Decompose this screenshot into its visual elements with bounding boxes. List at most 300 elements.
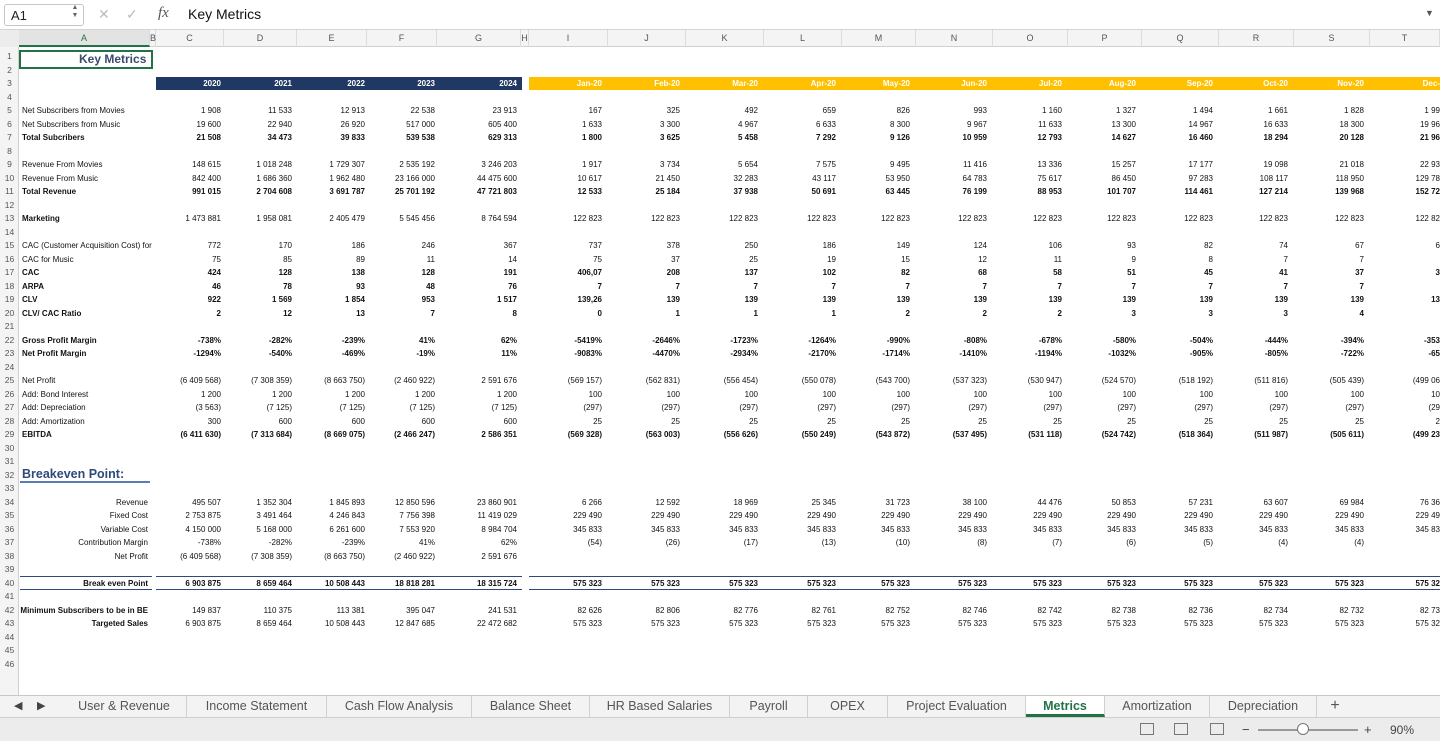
- month-value[interactable]: 7: [675, 281, 680, 291]
- month-value[interactable]: 139: [1199, 295, 1213, 304]
- year-value[interactable]: 12: [283, 308, 292, 318]
- row-header-24[interactable]: 24: [4, 361, 15, 372]
- year-value[interactable]: 629 313: [488, 133, 517, 142]
- month-value[interactable]: 7: [1283, 254, 1288, 264]
- year-value[interactable]: (7 313 684): [251, 430, 292, 439]
- month-value[interactable]: 7 575: [815, 160, 836, 169]
- month-value[interactable]: 7: [597, 281, 602, 291]
- row-label[interactable]: Revenue From Movies: [22, 160, 103, 169]
- month-value[interactable]: -1032%: [1108, 349, 1136, 358]
- month-value[interactable]: 122 823: [807, 214, 836, 223]
- month-value[interactable]: 345 833: [651, 524, 680, 534]
- year-value[interactable]: 1 200: [414, 389, 435, 399]
- month-value[interactable]: (556 454): [723, 376, 758, 385]
- year-value[interactable]: (7 125): [266, 403, 292, 412]
- month-value[interactable]: 82 752: [885, 605, 910, 615]
- month-value[interactable]: 1: [831, 308, 836, 318]
- tab-project-evaluation[interactable]: Project Evaluation: [888, 696, 1026, 717]
- year-value[interactable]: -19%: [416, 349, 435, 358]
- month-value[interactable]: 122 823: [1107, 214, 1136, 223]
- year-value[interactable]: 34 473: [267, 133, 292, 142]
- row-header-26[interactable]: 26: [4, 388, 15, 399]
- month-value[interactable]: 7: [1359, 281, 1364, 291]
- row-header-8[interactable]: 8: [7, 145, 12, 156]
- zoom-level[interactable]: 90%: [1390, 723, 1415, 737]
- month-value[interactable]: 15: [901, 254, 910, 264]
- month-value[interactable]: 737: [588, 241, 602, 250]
- month-value[interactable]: (7): [1052, 538, 1062, 547]
- year-value[interactable]: 367: [503, 241, 517, 250]
- month-value[interactable]: 229 490: [1184, 511, 1213, 520]
- month-value[interactable]: 345 833: [807, 524, 836, 534]
- month-value[interactable]: 69 984: [1339, 497, 1364, 507]
- month-value[interactable]: 345 833: [1107, 524, 1136, 534]
- month-value[interactable]: 93: [1127, 241, 1136, 250]
- month-value[interactable]: (4): [1278, 538, 1288, 547]
- row-header-46[interactable]: 46: [4, 658, 15, 669]
- year-value[interactable]: 3 491 464: [256, 511, 292, 520]
- month-value[interactable]: (297): [1117, 403, 1136, 412]
- month-value[interactable]: 82: [901, 268, 910, 277]
- year-value[interactable]: 128: [421, 268, 435, 277]
- month-value[interactable]: 575 323: [573, 619, 602, 628]
- month-value[interactable]: (511 987): [1254, 430, 1288, 439]
- month-value[interactable]: (26): [665, 538, 680, 547]
- year-value[interactable]: 300: [207, 416, 221, 426]
- month-value[interactable]: 122 823: [729, 214, 758, 223]
- month-value[interactable]: 12 592: [655, 497, 680, 507]
- month-value[interactable]: (297): [1269, 403, 1288, 412]
- year-value[interactable]: 149 837: [192, 605, 221, 615]
- month-value[interactable]: 152 72: [1415, 187, 1440, 196]
- month-value[interactable]: 114 461: [1184, 187, 1213, 196]
- month-value[interactable]: -805%: [1264, 349, 1288, 358]
- row-label[interactable]: CAC for Music: [22, 254, 74, 264]
- sheet-title[interactable]: Key Metrics: [79, 52, 147, 66]
- month-value[interactable]: 21 018: [1339, 160, 1364, 169]
- month-value[interactable]: 122 823: [651, 214, 680, 223]
- month-value[interactable]: 25: [671, 416, 680, 426]
- year-value[interactable]: 11 419 029: [477, 511, 517, 520]
- month-value[interactable]: 14 967: [1188, 119, 1213, 129]
- year-value[interactable]: 842 400: [192, 173, 221, 183]
- month-value[interactable]: 25: [749, 254, 758, 264]
- year-value[interactable]: 148 615: [192, 160, 221, 169]
- month-value[interactable]: 575 323: [958, 578, 987, 588]
- month-value[interactable]: 1 160: [1041, 106, 1062, 115]
- row-header-14[interactable]: 14: [4, 226, 15, 237]
- month-value[interactable]: 406,07: [577, 268, 602, 277]
- month-value[interactable]: -990%: [886, 335, 910, 345]
- month-value[interactable]: 75: [593, 254, 602, 264]
- row-header-21[interactable]: 21: [4, 321, 15, 331]
- year-value[interactable]: 600: [503, 416, 517, 426]
- function-icon[interactable]: fx: [158, 5, 169, 21]
- row-header-5[interactable]: 5: [7, 105, 12, 115]
- month-value[interactable]: 32 283: [733, 173, 758, 183]
- month-value[interactable]: 25 184: [655, 187, 680, 196]
- month-value[interactable]: 6: [1435, 241, 1440, 250]
- year-value[interactable]: 23 166 000: [394, 173, 435, 183]
- month-value[interactable]: 18 300: [1339, 119, 1364, 129]
- month-value[interactable]: 345 833: [573, 524, 602, 534]
- row-header-30[interactable]: 30: [4, 442, 15, 453]
- month-value[interactable]: (550 078): [801, 376, 836, 385]
- year-value[interactable]: 23 913: [492, 106, 517, 115]
- year-value[interactable]: 600: [278, 416, 292, 426]
- month-value[interactable]: 345 833: [881, 524, 910, 534]
- year-value[interactable]: 12 850 596: [394, 497, 435, 507]
- month-value[interactable]: 82 732: [1339, 605, 1364, 615]
- add-sheet-button[interactable]: +: [1330, 697, 1340, 714]
- month-value[interactable]: (511 816): [1254, 376, 1288, 385]
- month-value[interactable]: 7: [1283, 281, 1288, 291]
- month-value[interactable]: 575 323: [573, 578, 602, 588]
- year-value[interactable]: 246: [421, 241, 435, 250]
- breakeven-title[interactable]: Breakeven Point:: [22, 466, 125, 481]
- month-value[interactable]: 37 938: [733, 187, 758, 196]
- month-value[interactable]: 124: [973, 241, 987, 250]
- year-value[interactable]: 7 553 920: [399, 524, 435, 534]
- month-value[interactable]: (569 157): [567, 376, 602, 385]
- row-header-36[interactable]: 36: [4, 523, 15, 534]
- month-value[interactable]: 826: [896, 106, 910, 115]
- month-value[interactable]: 88 953: [1037, 187, 1062, 196]
- month-value[interactable]: 139: [1274, 295, 1288, 304]
- month-value[interactable]: -2170%: [808, 349, 836, 358]
- year-value[interactable]: 12 913: [340, 106, 365, 115]
- column-header-k[interactable]: K: [686, 30, 764, 47]
- month-value[interactable]: (524 570): [1101, 376, 1136, 385]
- month-value[interactable]: 345 833: [1335, 524, 1364, 534]
- month-value[interactable]: 1 661: [1267, 106, 1288, 115]
- year-value[interactable]: 1 517: [496, 295, 517, 304]
- year-value[interactable]: 41%: [418, 538, 435, 547]
- month-value[interactable]: 12 793: [1037, 133, 1062, 142]
- row-header-29[interactable]: 29: [4, 429, 15, 439]
- month-value[interactable]: 250: [744, 241, 758, 250]
- row-header-12[interactable]: 12: [4, 199, 15, 210]
- month-value[interactable]: 82 73: [1419, 605, 1440, 615]
- month-value[interactable]: 44 476: [1037, 497, 1062, 507]
- year-value[interactable]: (3 563): [195, 403, 221, 412]
- month-value[interactable]: 6 633: [815, 119, 836, 129]
- row-header-7[interactable]: 7: [7, 132, 12, 142]
- row-label[interactable]: CAC (Customer Acquisition Cost) for: [22, 241, 152, 250]
- month-value[interactable]: 7: [1208, 281, 1213, 291]
- column-header-i[interactable]: I: [529, 30, 608, 47]
- month-value[interactable]: 43 117: [812, 173, 836, 183]
- year-value[interactable]: 22 472 682: [476, 619, 517, 628]
- month-value[interactable]: -504%: [1189, 335, 1213, 345]
- chevron-down-icon[interactable]: ▼: [1425, 8, 1434, 18]
- month-value[interactable]: 4 967: [737, 119, 758, 129]
- month-value[interactable]: -2646%: [652, 335, 680, 345]
- month-value[interactable]: 186: [822, 241, 836, 250]
- month-value[interactable]: 149: [896, 241, 910, 250]
- month-value[interactable]: 20 128: [1339, 133, 1364, 142]
- month-value[interactable]: 5 654: [737, 160, 758, 169]
- year-value[interactable]: 44 475 600: [476, 173, 517, 183]
- tab-income-statement[interactable]: Income Statement: [187, 696, 327, 717]
- year-value[interactable]: 953: [421, 295, 435, 304]
- month-value[interactable]: 1: [753, 308, 758, 318]
- month-value[interactable]: (556 626): [723, 430, 758, 439]
- tab-amortization[interactable]: Amortization: [1105, 696, 1210, 717]
- month-value[interactable]: 5 458: [737, 133, 758, 142]
- cancel-icon[interactable]: ✕: [98, 6, 110, 22]
- month-value[interactable]: (562 831): [645, 376, 680, 385]
- month-value[interactable]: 7: [831, 281, 836, 291]
- year-value[interactable]: (6 409 568): [180, 551, 221, 561]
- year-value[interactable]: 772: [207, 241, 221, 250]
- month-value[interactable]: 3: [1435, 268, 1440, 277]
- year-value[interactable]: -239%: [341, 335, 365, 345]
- year-value[interactable]: 5 545 456: [399, 214, 435, 223]
- row-label[interactable]: Net Profit: [114, 551, 148, 561]
- month-value[interactable]: 11: [1053, 254, 1062, 264]
- row-label[interactable]: Total Subcribers: [22, 133, 85, 142]
- tab-user-revenue[interactable]: User & Revenue: [62, 696, 187, 717]
- month-value[interactable]: 82: [1204, 241, 1213, 250]
- month-value[interactable]: 50 691: [811, 187, 836, 196]
- month-value[interactable]: (499 06: [1412, 376, 1440, 385]
- month-value[interactable]: 68: [978, 268, 987, 277]
- row-header-39[interactable]: 39: [4, 564, 15, 574]
- month-value[interactable]: 25: [1204, 416, 1213, 426]
- month-value[interactable]: 575 323: [1335, 619, 1364, 628]
- year-value[interactable]: 191: [503, 268, 517, 277]
- month-value[interactable]: (297): [583, 403, 602, 412]
- month-value[interactable]: 575 323: [1259, 578, 1288, 588]
- month-value[interactable]: 229 49: [1415, 511, 1440, 520]
- month-value[interactable]: 100: [1199, 389, 1213, 399]
- month-value[interactable]: 100: [973, 389, 987, 399]
- month-value[interactable]: -580%: [1112, 335, 1136, 345]
- month-value[interactable]: (5): [1203, 538, 1213, 547]
- month-value[interactable]: 25 345: [811, 497, 836, 507]
- month-value[interactable]: 575 323: [1259, 619, 1288, 628]
- month-value[interactable]: 100: [1048, 389, 1062, 399]
- year-value[interactable]: 48: [426, 281, 435, 291]
- year-value[interactable]: 1 908: [200, 106, 221, 115]
- year-value[interactable]: -1294%: [193, 349, 221, 358]
- tab-depreciation[interactable]: Depreciation: [1210, 696, 1317, 717]
- month-value[interactable]: 139: [822, 295, 836, 304]
- month-value[interactable]: 575 323: [807, 619, 836, 628]
- year-value[interactable]: 2 405 479: [329, 214, 365, 223]
- year-value[interactable]: 1 200: [496, 389, 517, 399]
- year-value[interactable]: (8 663 750): [324, 376, 365, 385]
- month-value[interactable]: 38 100: [962, 497, 987, 507]
- month-value[interactable]: 1: [675, 308, 680, 318]
- row-header-4[interactable]: 4: [7, 91, 12, 102]
- month-value[interactable]: 1 494: [1192, 106, 1213, 115]
- row-header-10[interactable]: 10: [4, 172, 15, 183]
- month-value[interactable]: (29: [1428, 403, 1440, 412]
- month-value[interactable]: 122 82: [1415, 214, 1440, 223]
- month-value[interactable]: 12 533: [577, 187, 602, 196]
- month-value[interactable]: 97 283: [1188, 173, 1213, 183]
- month-value[interactable]: 74: [1279, 241, 1288, 250]
- column-header-t[interactable]: T: [1370, 30, 1440, 47]
- month-value[interactable]: (297): [968, 403, 987, 412]
- month-value[interactable]: (8): [977, 538, 987, 547]
- month-value[interactable]: 82 742: [1037, 605, 1062, 615]
- year-value[interactable]: 41%: [418, 335, 435, 345]
- row-header-2[interactable]: 2: [7, 64, 12, 75]
- month-value[interactable]: 122 823: [1033, 214, 1062, 223]
- year-value[interactable]: 21 508: [196, 133, 221, 142]
- row-header-41[interactable]: 41: [4, 591, 15, 601]
- row-header-31[interactable]: 31: [4, 456, 15, 466]
- year-value[interactable]: 113 381: [336, 605, 365, 615]
- month-value[interactable]: -1264%: [808, 335, 836, 345]
- select-all-corner[interactable]: [0, 30, 19, 47]
- tab-hr-based-salaries[interactable]: HR Based Salaries: [590, 696, 730, 717]
- month-value[interactable]: 575 323: [1184, 619, 1213, 628]
- month-value[interactable]: 25: [978, 416, 987, 426]
- year-value[interactable]: -282%: [268, 538, 292, 547]
- tab-prev-icon[interactable]: ◀: [14, 700, 23, 712]
- month-value[interactable]: 229 490: [1335, 511, 1364, 520]
- row-label[interactable]: Contribution Margin: [78, 538, 148, 547]
- row-header-16[interactable]: 16: [4, 253, 15, 264]
- row-label[interactable]: Gross Profit Margin: [22, 335, 97, 345]
- row-label[interactable]: Net Subscribers from Movies: [22, 106, 125, 115]
- month-value[interactable]: (17): [743, 538, 758, 547]
- row-label[interactable]: Add: Bond Interest: [22, 389, 89, 399]
- month-value[interactable]: (569 328): [567, 430, 602, 439]
- row-header-38[interactable]: 38: [4, 550, 15, 561]
- row-label[interactable]: Revenue: [115, 497, 148, 507]
- month-value[interactable]: 2: [1435, 416, 1440, 426]
- month-value[interactable]: (499 23: [1412, 430, 1440, 439]
- year-value[interactable]: 22 538: [410, 106, 435, 115]
- column-header-r[interactable]: R: [1219, 30, 1294, 47]
- month-value[interactable]: 63 445: [885, 187, 910, 196]
- month-value[interactable]: 16 633: [1263, 119, 1288, 129]
- month-value[interactable]: 129 78: [1415, 173, 1440, 183]
- month-value[interactable]: (531 118): [1028, 430, 1062, 439]
- year-value[interactable]: 11%: [501, 349, 517, 358]
- year-value[interactable]: 7 756 398: [399, 511, 435, 520]
- month-value[interactable]: 57 231: [1188, 497, 1213, 507]
- month-value[interactable]: 13 300: [1111, 119, 1136, 129]
- month-value[interactable]: (518 192): [1178, 376, 1213, 385]
- month-value[interactable]: 575 323: [1335, 578, 1364, 588]
- year-value[interactable]: 8: [512, 308, 517, 318]
- year-value[interactable]: 18 818 281: [394, 578, 435, 588]
- month-value[interactable]: 8: [1208, 254, 1213, 264]
- month-value[interactable]: 3: [1283, 308, 1288, 318]
- year-value[interactable]: 2 591 676: [481, 551, 517, 561]
- year-value[interactable]: 18 315 724: [476, 578, 517, 588]
- month-value[interactable]: 15 257: [1111, 160, 1136, 169]
- month-value[interactable]: 378: [666, 241, 680, 250]
- year-value[interactable]: 7: [430, 308, 435, 318]
- year-value[interactable]: 39 833: [340, 133, 365, 142]
- year-value[interactable]: (7 308 359): [251, 551, 292, 561]
- year-value[interactable]: 2 535 192: [399, 160, 435, 169]
- tab-opex[interactable]: OPEX: [808, 696, 888, 717]
- month-value[interactable]: -722%: [1340, 349, 1364, 358]
- month-value[interactable]: 575 323: [1107, 619, 1136, 628]
- month-value[interactable]: 122 823: [1184, 214, 1213, 223]
- year-value[interactable]: 3 246 203: [481, 160, 517, 169]
- normal-view-icon[interactable]: [1140, 723, 1154, 735]
- year-value[interactable]: 2 704 608: [256, 187, 292, 196]
- year-value[interactable]: 1 569: [271, 295, 292, 304]
- month-value[interactable]: 100: [1274, 389, 1288, 399]
- row-header-40[interactable]: 40: [4, 577, 15, 588]
- column-header-n[interactable]: N: [916, 30, 993, 47]
- row-label[interactable]: Targeted Sales: [91, 619, 148, 628]
- month-value[interactable]: 9 967: [966, 119, 987, 129]
- column-header-g[interactable]: G: [437, 30, 521, 47]
- year-value[interactable]: (6 411 630): [180, 430, 221, 439]
- month-value[interactable]: 25: [1053, 416, 1062, 426]
- month-value[interactable]: 139: [1350, 295, 1364, 304]
- month-value[interactable]: 575 323: [729, 578, 758, 588]
- year-value[interactable]: 75: [212, 254, 221, 264]
- year-value[interactable]: 1 845 893: [329, 497, 365, 507]
- month-value[interactable]: 19 96: [1419, 119, 1440, 129]
- month-value[interactable]: 101 707: [1107, 187, 1136, 196]
- month-value[interactable]: 9: [1131, 254, 1136, 264]
- column-header-b[interactable]: B: [150, 30, 156, 47]
- year-value[interactable]: 76: [508, 281, 517, 291]
- month-value[interactable]: 127 214: [1259, 187, 1288, 196]
- row-label[interactable]: Total Revenue: [22, 187, 77, 196]
- month-value[interactable]: 229 490: [1259, 511, 1288, 520]
- year-value[interactable]: 424: [207, 268, 221, 277]
- month-value[interactable]: 63 607: [1263, 497, 1288, 507]
- column-header-h[interactable]: H: [521, 30, 529, 47]
- month-value[interactable]: (297): [891, 403, 910, 412]
- month-value[interactable]: 2: [905, 308, 910, 318]
- month-value[interactable]: 21 96: [1419, 133, 1440, 142]
- year-value[interactable]: 22 940: [267, 119, 292, 129]
- year-value[interactable]: 1 958 081: [256, 214, 292, 223]
- month-value[interactable]: -65: [1428, 349, 1440, 358]
- year-value[interactable]: 2: [216, 308, 221, 318]
- month-value[interactable]: -808%: [963, 335, 987, 345]
- month-value[interactable]: 25: [1127, 416, 1136, 426]
- year-value[interactable]: 600: [351, 416, 365, 426]
- row-header-45[interactable]: 45: [4, 645, 15, 655]
- month-value[interactable]: (6): [1126, 538, 1136, 547]
- month-value[interactable]: -905%: [1189, 349, 1213, 358]
- year-value[interactable]: 62%: [500, 538, 517, 547]
- year-value[interactable]: 14: [508, 254, 517, 264]
- month-value[interactable]: 18 294: [1263, 133, 1288, 142]
- row-label[interactable]: Add: Amortization: [22, 416, 85, 426]
- month-value[interactable]: 229 490: [881, 511, 910, 520]
- year-value[interactable]: 170: [278, 241, 292, 250]
- month-value[interactable]: 139: [973, 295, 987, 304]
- month-value[interactable]: 345 833: [958, 524, 987, 534]
- row-label[interactable]: Marketing: [22, 214, 60, 223]
- month-value[interactable]: 139: [744, 295, 758, 304]
- column-header-p[interactable]: P: [1068, 30, 1142, 47]
- year-value[interactable]: 1 854: [344, 295, 365, 304]
- month-value[interactable]: 325: [666, 106, 680, 115]
- month-value[interactable]: 53 950: [885, 173, 910, 183]
- year-value[interactable]: 600: [421, 416, 435, 426]
- month-value[interactable]: 51: [1127, 268, 1136, 277]
- month-value[interactable]: 82 738: [1111, 605, 1136, 615]
